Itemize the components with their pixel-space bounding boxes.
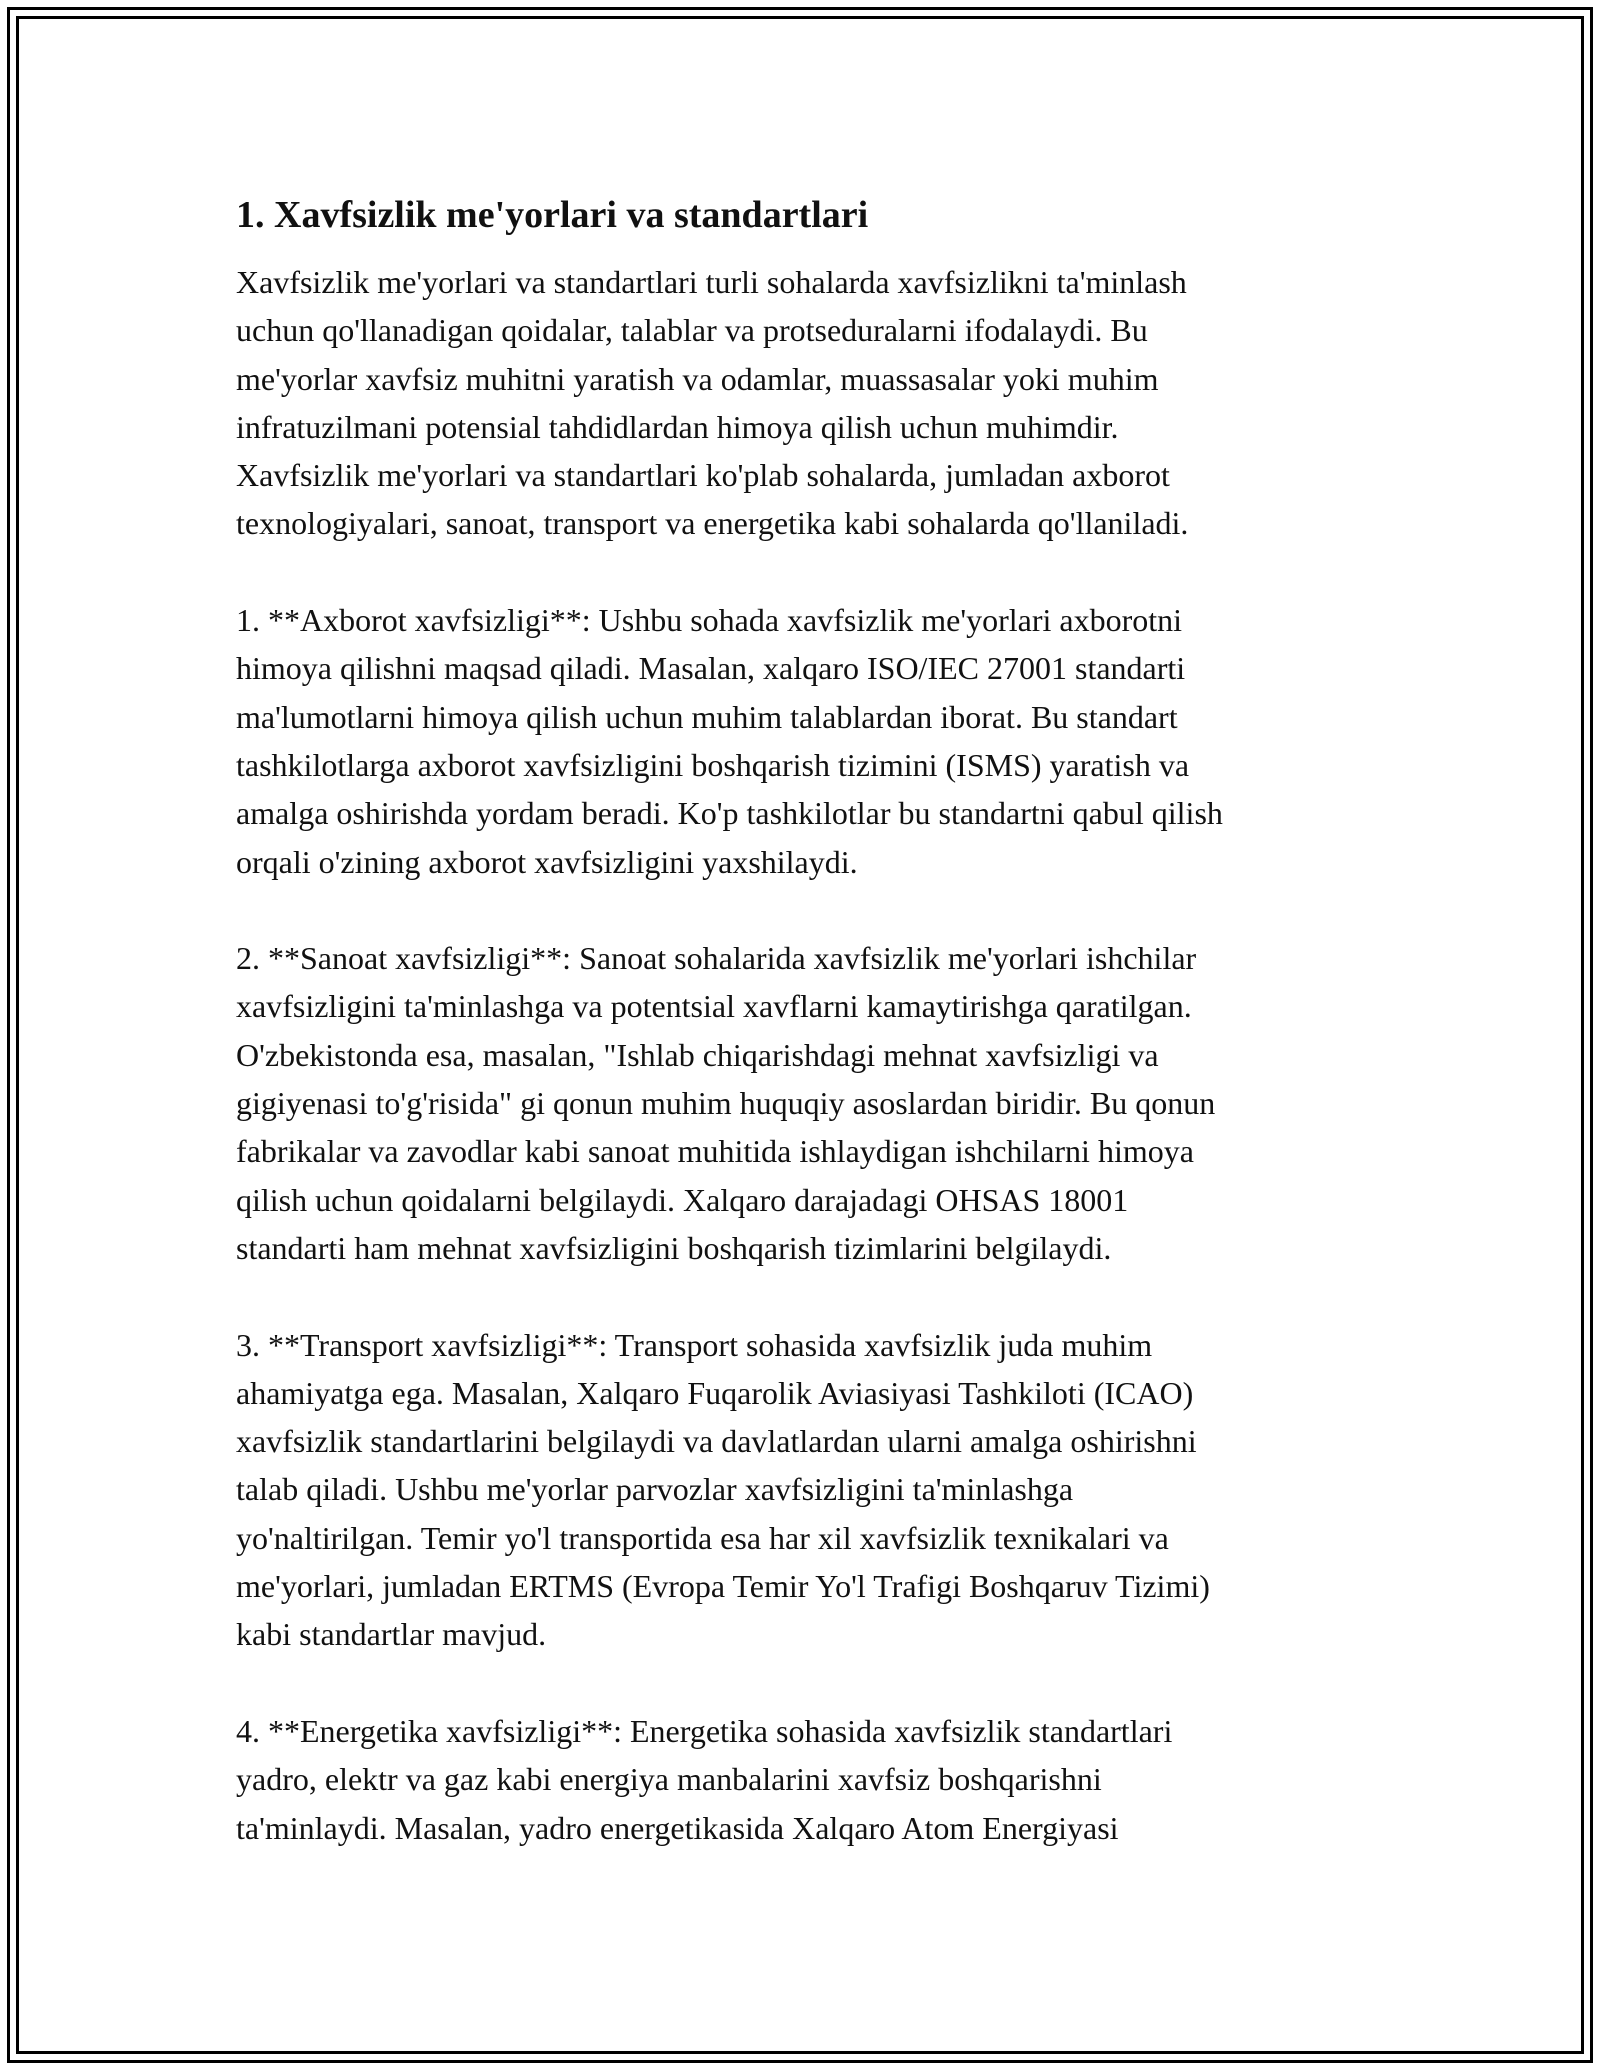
text-line: 4. **Energetika xavfsizligi**: Energetika sohasida xavfsizlik standartlari [236, 1712, 1173, 1749]
text-line: orqali o'zining axborot xavfsizligini yaxshilaydi. [236, 843, 858, 880]
text-line: yadro, elektr va gaz kabi energiya manbalarini xavfsiz boshqarishni [236, 1761, 1102, 1798]
text-line: gigiyenasi to'g'risida" gi qonun muhim huquqiy asoslardan biridir. Bu qonun [236, 1085, 1216, 1122]
text-line: tashkilotlarga axborot xavfsizligini boshqarish tizimini (ISMS) yaratish va [236, 746, 1190, 783]
intro-paragraph [236, 258, 1396, 548]
text-line: O'zbekistonda esa, masalan, "Ishlab chiqarishdagi mehnat xavfsizligi va [236, 1036, 1159, 1073]
text-line: yo'naltirilgan. Temir yo'l transportida esa har xil xavfsizlik texnikalari va [236, 1519, 1169, 1556]
text-line: 3. **Transport xavfsizligi**: Transport sohasida xavfsizlik juda muhim [236, 1326, 1153, 1363]
paragraph-gap [236, 1272, 1396, 1320]
text-line: qilish uchun qoidalarni belgilaydi. Xalqaro darajadagi OHSAS 18001 [236, 1181, 1129, 1218]
text-line: standarti ham mehnat xavfsizligini boshqarish tizimlarini belgilaydi. [236, 1229, 1112, 1266]
text-line: fabrikalar va zavodlar kabi sanoat muhitida ishlaydigan ishchilarni himoya [236, 1133, 1194, 1170]
document-title: 1. Xavfsizlik me'yorlari va standartlari [236, 194, 869, 236]
paragraph-gap [236, 1659, 1396, 1707]
text-line: ta'minlaydi. Masalan, yadro energetikasida Xalqaro Atom Energiyasi [236, 1809, 1119, 1846]
text-line: xavfsizlik standartlarini belgilaydi va davlatlardan ularni amalga oshirishni [236, 1423, 1197, 1460]
paragraph-gap [236, 548, 1396, 596]
section-transport-security [236, 1321, 1396, 1659]
text-line: Xavfsizlik me'yorlari va standartlari ko'plab sohalarda, jumladan axborot [236, 457, 1170, 494]
text-line: 2. **Sanoat xavfsizligi**: Sanoat sohalarida xavfsizlik me'yorlari ishchilar [236, 940, 1197, 977]
text-line: himoya qilishni maqsad qiladi. Masalan, xalqaro ISO/IEC 27001 standarti [236, 650, 1186, 687]
paragraph-gap [236, 886, 1396, 934]
text-line: ma'lumotlarni himoya qilish uchun muhim talablardan iborat. Bu standart [236, 698, 1178, 735]
text-line: talab qiladi. Ushbu me'yorlar parvozlar xavfsizligini ta'minlashga [236, 1471, 1074, 1508]
text-line: me'yorlari, jumladan ERTMS (Evropa Temir Yo'l Trafigi Boshqaruv Tizimi) [236, 1568, 1210, 1605]
section-information-security [236, 596, 1396, 886]
text-line: ahamiyatga ega. Masalan, Xalqaro Fuqarolik Aviasiyasi Tashkiloti (ICAO) [236, 1374, 1194, 1411]
text-line: amalga oshirishda yordam beradi. Ko'p tashkilotlar bu standartni qabul qilish [236, 795, 1223, 832]
document-body [236, 188, 1396, 1852]
text-line: texnologiyalari, sanoat, transport va energetika kabi sohalarda qo'llaniladi. [236, 505, 1189, 542]
text-line: 1. **Axborot xavfsizligi**: Ushbu sohada xavfsizlik me'yorlari axborotni [236, 602, 1183, 639]
text-line: me'yorlar xavfsiz muhitni yaratish va odamlar, muassasalar yoki muhim [236, 360, 1159, 397]
text-line: infratuzilmani potensial tahdidlardan himoya qilish uchun muhimdir. [236, 408, 1119, 445]
section-industrial-security [236, 934, 1396, 1272]
text-line: xavfsizligini ta'minlashga va potentsial xavflarni kamaytirishga qaratilgan. [236, 988, 1192, 1025]
text-line: uchun qo'llanadigan qoidalar, talablar va protseduralarni ifodalaydi. Bu [236, 312, 1148, 349]
section-energy-security [236, 1707, 1396, 1852]
text-line: Xavfsizlik me'yorlari va standartlari turli sohalarda xavfsizlikni ta'minlash [236, 264, 1187, 300]
text-line: kabi standartlar mavjud. [236, 1616, 547, 1653]
